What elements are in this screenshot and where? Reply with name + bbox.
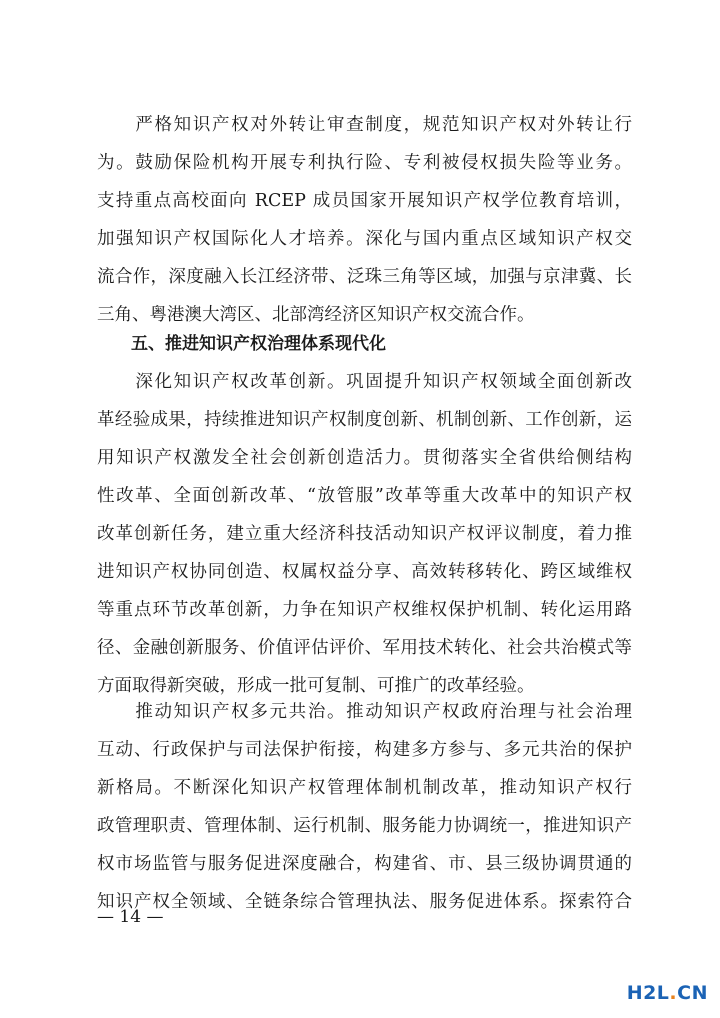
- text-line: 用知识产权激发全社会创新创造活力。贯彻落实全省供给侧结构: [97, 448, 632, 468]
- paragraph-multi-governance: [97, 693, 632, 921]
- text-line: 严格知识产权对外转让审查制度，规范知识产权对外转让行: [97, 115, 632, 135]
- watermark-prefix: H2L: [626, 982, 670, 1004]
- text-line: 方面取得新突破，形成一批可复制、可推广的改革经验。: [97, 676, 535, 696]
- text-line: 支持重点高校面向 RCEP 成员国家开展知识产权学位教育培训，: [97, 191, 632, 211]
- text-line: 等重点环节改革创新，力争在知识产权维权保护机制、转化运用路: [97, 600, 632, 620]
- text-line: 革经验成果，持续推进知识产权制度创新、机制创新、工作创新，运: [97, 410, 632, 430]
- section-heading-block: [97, 325, 632, 363]
- watermark-suffix: CN: [677, 982, 708, 1004]
- text-line: 深化知识产权改革创新。巩固提升知识产权领域全面创新改: [97, 372, 632, 392]
- text-line: 推动知识产权多元共治。推动知识产权政府治理与社会治理: [97, 702, 632, 722]
- text-line: 为。鼓励保险机构开展专利执行险、专利被侵权损失险等业务。: [97, 153, 632, 173]
- text-line: 三角、粤港澳大湾区、北部湾经济区知识产权交流合作。: [97, 305, 535, 325]
- text-line: 知识产权全领域、全链条综合管理执法、服务促进体系。探索符合: [97, 892, 632, 912]
- watermark-dot: .: [669, 982, 678, 1004]
- text-line: 性改革、全面创新改革、“放管服”改革等重大改革中的知识产权: [97, 486, 632, 506]
- text-line: 政管理职责、管理体制、运行机制、服务能力协调统一，推进知识产: [97, 816, 632, 836]
- text-line: 新格局。不断深化知识产权管理体制机制改革，推动知识产权行: [97, 778, 632, 798]
- text-line: 径、金融创新服务、价值评估评价、军用技术转化、社会共治模式等: [97, 638, 632, 658]
- section-heading: 五、推进知识产权治理体系现代化: [97, 334, 386, 354]
- site-watermark-logo: [627, 980, 708, 1006]
- text-line: 互动、行政保护与司法保护衔接，构建多方参与、多元共治的保护: [97, 740, 632, 760]
- text-line: 权市场监管与服务促进深度融合，构建省、市、县三级协调贯通的: [97, 854, 632, 874]
- paragraph-reform-innovation: [97, 363, 632, 705]
- page-number: — 14 —: [97, 907, 164, 927]
- text-line: 改革创新任务，建立重大经济科技活动知识产权评议制度，着力推: [97, 524, 632, 544]
- text-line: 流合作，深度融入长江经济带、泛珠三角等区域，加强与京津冀、长: [97, 267, 632, 287]
- intro-paragraph: [97, 106, 632, 334]
- text-line: 进知识产权协同创造、权属权益分享、高效转移转化、跨区域维权: [97, 562, 632, 582]
- text-line: 加强知识产权国际化人才培养。深化与国内重点区域知识产权交: [97, 229, 632, 249]
